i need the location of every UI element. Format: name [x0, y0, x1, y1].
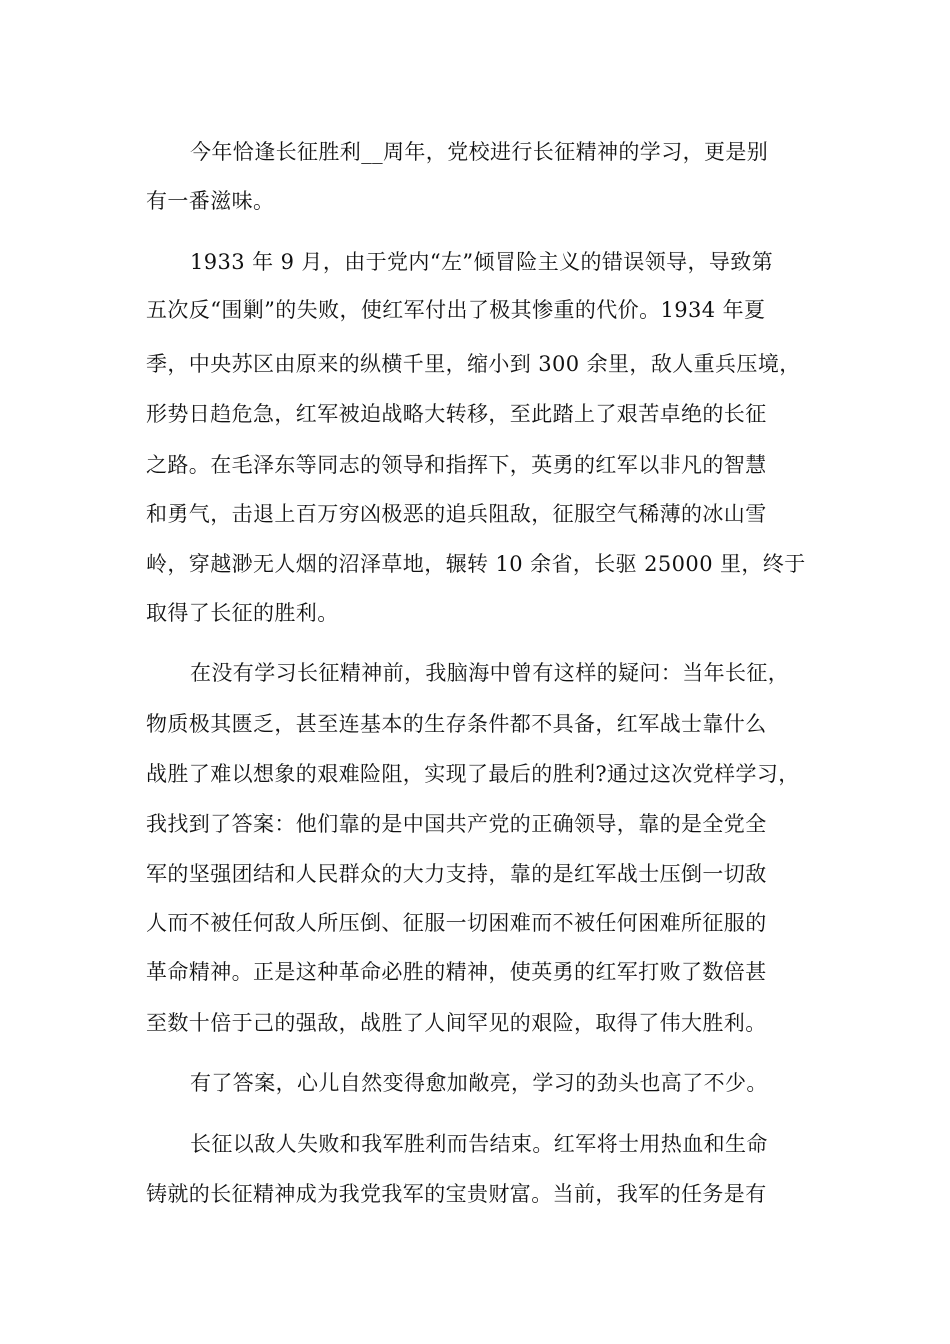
- paragraph-3-line-8: 至数十倍于己的强敌，战胜了人间罕见的艰险，取得了伟大胜利。: [146, 1011, 767, 1035]
- paragraph-2-line-2: 五次反“围剿”的失败，使红军付出了极其惨重的代价。1934 年夏: [146, 298, 766, 322]
- paragraph-3-line-1: 在没有学习长征精神前，我脑海中曾有这样的疑问：当年长征，: [190, 661, 790, 685]
- paragraph-3-line-4: 我找到了答案：他们靠的是中国共产党的正确领导，靠的是全党全: [146, 812, 767, 836]
- paragraph-2-line-3: 季，中央苏区由原来的纵横千里，缩小到 300 余里，敌人重兵压境，: [146, 352, 801, 376]
- paragraph-5-line-1: 长征以敌人失败和我军胜利而告结束。红军将士用热血和生命: [190, 1132, 768, 1156]
- paragraph-2-line-8: 取得了长征的胜利。: [146, 601, 339, 625]
- paragraph-2-line-6: 和勇气，击退上百万穷凶极恶的追兵阻敌，征服空气稀薄的冰山雪: [146, 502, 767, 526]
- paragraph-2-line-1: 1933 年 9 月，由于党内“左”倾冒险主义的错误领导，导致第: [190, 250, 774, 274]
- paragraph-3-line-6: 人而不被任何敌人所压倒、征服一切困难而不被任何困难所征服的: [146, 911, 767, 935]
- paragraph-2-line-5: 之路。在毛泽东等同志的领导和指挥下，英勇的红军以非凡的智慧: [146, 453, 767, 477]
- paragraph-4-line-1: 有了答案，心儿自然变得愈加敞亮，学习的劲头也高了不少。: [190, 1071, 768, 1095]
- paragraph-3-line-2: 物质极其匮乏，甚至连基本的生存条件都不具备，红军战士靠什么: [146, 712, 767, 736]
- paragraph-2-line-4: 形势日趋危急，红军被迫战略大转移，至此踏上了艰苦卓绝的长征: [146, 402, 767, 426]
- paragraph-3-line-7: 革命精神。正是这种革命必胜的精神，使英勇的红军打败了数倍甚: [146, 960, 767, 984]
- paragraph-3-line-3: 战胜了难以想象的艰难险阻，实现了最后的胜利?通过这次党样学习，: [146, 762, 800, 786]
- paragraph-1-line-1: 今年恰逢长征胜利__周年，党校进行长征精神的学习，更是别: [190, 140, 769, 164]
- paragraph-3-line-5: 军的坚强团结和人民群众的大力支持，靠的是红军战士压倒一切敌: [146, 862, 767, 886]
- paragraph-5-line-2: 铸就的长征精神成为我党我军的宝贵财富。当前，我军的任务是有: [146, 1182, 767, 1206]
- paragraph-2-line-7: 岭，穿越渺无人烟的沼泽草地，辗转 10 余省，长驱 25000 里，终于: [146, 552, 806, 576]
- paragraph-1-line-2: 有一番滋味。: [146, 189, 275, 213]
